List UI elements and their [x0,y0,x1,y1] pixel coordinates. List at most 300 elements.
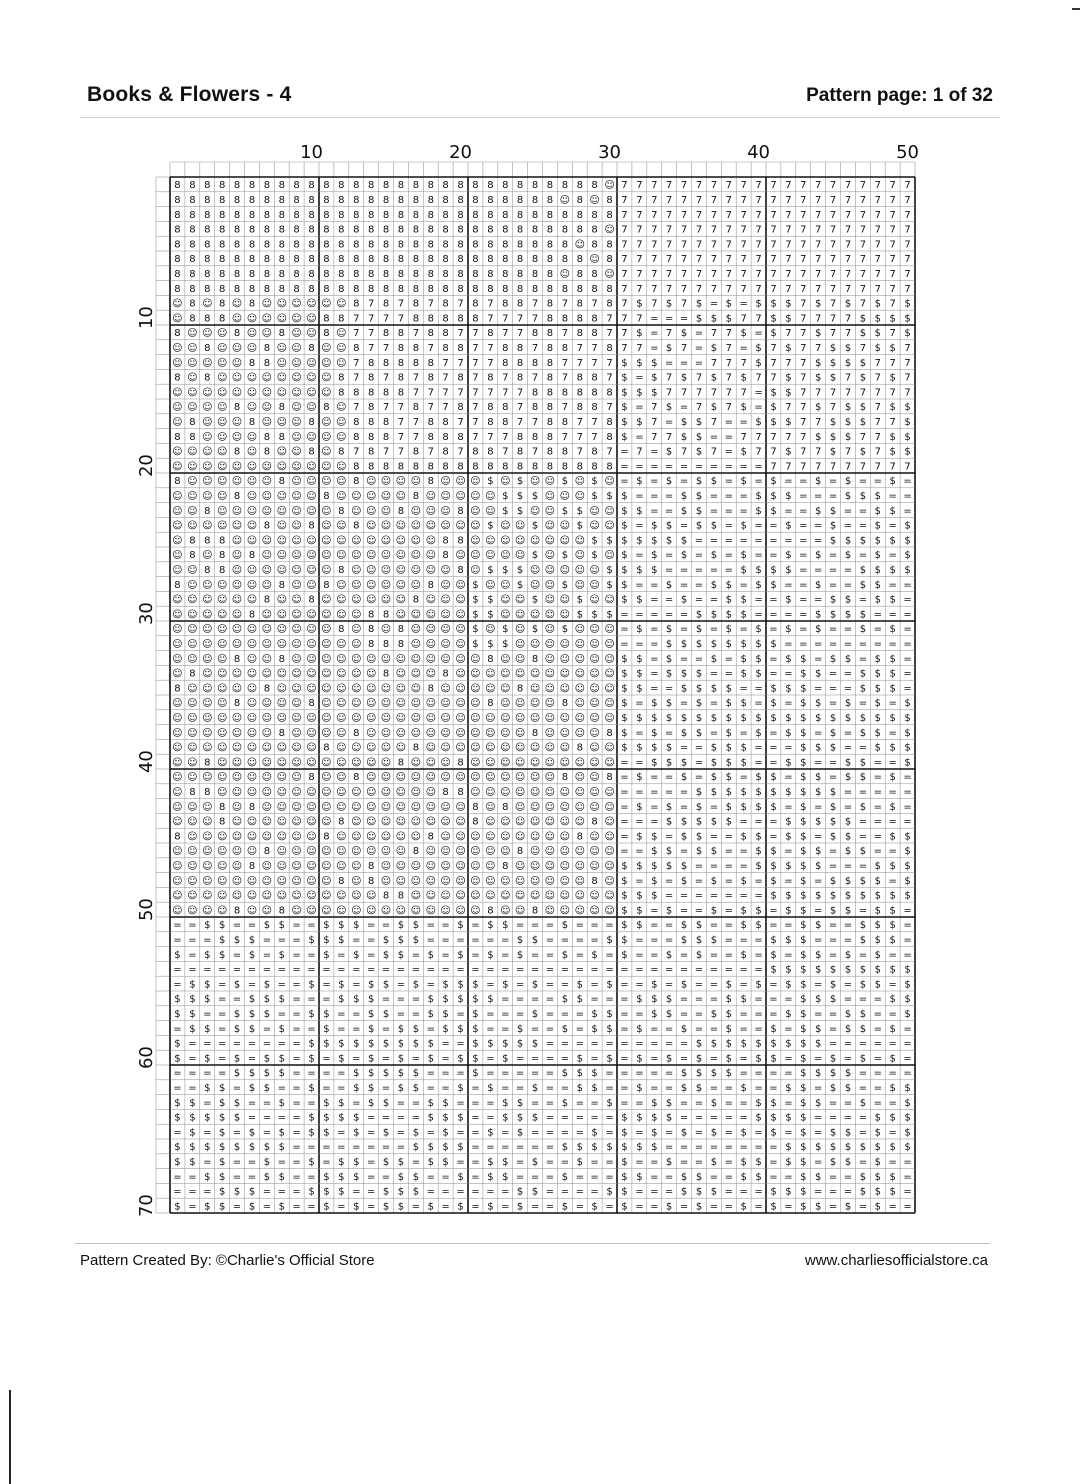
svg-text:$: $ [785,594,792,606]
svg-text:$: $ [457,979,464,991]
svg-text:=: = [203,1009,212,1020]
svg-text:=: = [739,935,748,946]
svg-text:$: $ [531,1083,539,1094]
svg-text:☺: ☺ [485,801,496,813]
svg-text:=: = [173,1127,182,1139]
svg-text:$: $ [889,994,896,1006]
svg-text:☺: ☺ [500,609,511,621]
svg-text:=: = [724,446,733,458]
svg-text:$: $ [233,935,241,946]
svg-text:$: $ [710,757,718,769]
svg-text:☺: ☺ [276,313,288,325]
svg-text:8: 8 [397,890,405,902]
svg-text:☺: ☺ [187,579,198,591]
svg-text:☺: ☺ [395,579,407,591]
svg-text:☺: ☺ [410,831,422,843]
svg-text:7: 7 [904,180,911,192]
svg-text:☺: ☺ [216,683,228,695]
svg-text:8: 8 [442,180,449,192]
svg-text:=: = [367,964,376,976]
svg-text:☺: ☺ [574,668,586,680]
svg-text:8: 8 [368,357,375,369]
svg-text:☺: ☺ [261,668,273,680]
svg-text:$: $ [233,1142,241,1154]
svg-text:7: 7 [859,461,867,473]
svg-text:☺: ☺ [455,801,466,813]
svg-text:=: = [858,742,868,754]
svg-text:$: $ [636,1112,643,1124]
svg-text:☺: ☺ [276,772,288,784]
svg-text:$: $ [770,1023,777,1035]
svg-text:=: = [664,357,674,369]
svg-text:$: $ [695,1186,703,1198]
svg-text:=: = [530,1142,540,1154]
svg-text:☺: ☺ [276,417,288,428]
svg-text:8: 8 [516,683,524,695]
svg-text:7: 7 [874,283,881,295]
svg-text:$: $ [815,964,822,976]
svg-text:☺: ☺ [455,727,466,739]
svg-text:$: $ [740,653,747,665]
svg-text:$: $ [859,446,867,458]
svg-text:=: = [858,861,868,872]
svg-text:$: $ [665,861,673,872]
svg-text:$: $ [442,1023,449,1035]
svg-text:$: $ [412,979,420,991]
svg-text:$: $ [665,653,673,665]
svg-text:$: $ [561,920,569,932]
svg-text:☺: ☺ [529,505,541,517]
svg-text:$: $ [204,949,211,961]
svg-text:7: 7 [829,461,837,473]
svg-text:$: $ [725,639,732,650]
svg-text:7: 7 [815,195,822,206]
svg-text:=: = [307,994,316,1006]
svg-text:☺: ☺ [321,343,332,354]
svg-text:$: $ [278,1023,285,1035]
svg-text:$: $ [874,905,881,917]
svg-text:8: 8 [278,402,285,414]
svg-text:7: 7 [755,195,762,206]
svg-text:=: = [560,1053,570,1065]
svg-text:$: $ [591,1083,598,1094]
svg-text:8: 8 [427,431,434,443]
svg-text:☺: ☺ [216,491,228,502]
svg-text:$: $ [755,772,762,784]
svg-text:=: = [873,1097,882,1109]
svg-text:$: $ [904,713,911,724]
svg-text:☺: ☺ [604,846,615,858]
svg-text:$: $ [219,1083,226,1094]
svg-text:$: $ [740,742,747,754]
svg-text:☺: ☺ [336,343,347,354]
svg-text:8: 8 [531,653,539,665]
svg-text:7: 7 [770,357,777,369]
svg-text:=: = [814,935,823,946]
svg-text:=: = [501,964,510,976]
svg-text:$: $ [755,357,762,369]
svg-text:=: = [411,1009,421,1020]
svg-text:$: $ [442,1009,449,1020]
svg-text:$: $ [427,1053,434,1065]
svg-text:☺: ☺ [202,683,213,695]
svg-text:=: = [650,1157,659,1168]
svg-text:7: 7 [621,239,628,251]
svg-text:$: $ [785,565,792,576]
svg-text:$: $ [815,609,822,621]
svg-text:$: $ [770,935,777,946]
svg-text:$: $ [904,742,911,754]
svg-text:=: = [486,1142,495,1154]
svg-text:=: = [381,1171,391,1183]
svg-text:7: 7 [800,254,807,266]
svg-text:$: $ [651,713,658,724]
svg-text:=: = [218,1023,227,1035]
svg-text:7: 7 [680,269,688,280]
svg-text:$: $ [338,1097,345,1109]
svg-text:☺: ☺ [336,713,347,724]
svg-text:8: 8 [368,254,375,266]
svg-text:$: $ [174,994,181,1006]
svg-text:☺: ☺ [395,609,407,621]
svg-text:8: 8 [397,254,405,266]
svg-text:=: = [307,1201,316,1213]
svg-text:☺: ☺ [574,683,586,695]
svg-text:7: 7 [725,209,732,221]
svg-text:$: $ [502,565,509,576]
svg-text:$: $ [770,1038,777,1050]
svg-text:☺: ☺ [216,505,228,517]
svg-text:=: = [218,1009,227,1020]
svg-text:$: $ [755,1038,762,1050]
svg-text:$: $ [576,609,583,621]
svg-text:☺: ☺ [455,594,466,606]
svg-text:7: 7 [621,328,628,340]
svg-text:$: $ [889,653,896,665]
svg-text:7: 7 [710,387,718,399]
svg-text:$: $ [248,949,256,961]
svg-text:8: 8 [576,313,583,325]
svg-text:$: $ [770,579,777,591]
svg-text:$: $ [621,1186,628,1198]
svg-text:=: = [247,1112,257,1124]
svg-text:$: $ [472,609,479,621]
svg-text:8: 8 [591,328,598,340]
svg-text:7: 7 [412,417,420,428]
svg-text:☺: ☺ [500,476,511,488]
svg-text:$: $ [800,1157,807,1168]
svg-text:=: = [605,1171,614,1183]
svg-text:=: = [575,920,584,932]
svg-text:8: 8 [382,639,390,650]
svg-text:8: 8 [233,283,241,295]
svg-text:$: $ [665,476,673,488]
svg-text:8: 8 [561,209,569,221]
svg-text:$: $ [516,949,524,961]
svg-text:=: = [903,920,912,932]
svg-text:$: $ [457,1201,464,1213]
svg-text:=: = [694,579,704,591]
svg-text:$: $ [621,505,628,517]
svg-text:☺: ☺ [321,372,332,384]
svg-text:8: 8 [278,209,285,221]
svg-text:=: = [754,1142,763,1154]
svg-text:☺: ☺ [202,668,213,680]
svg-text:8: 8 [382,609,390,621]
svg-text:8: 8 [174,372,181,384]
svg-text:=: = [426,1186,435,1198]
svg-text:☺: ☺ [261,861,273,872]
svg-text:$: $ [457,1142,464,1154]
svg-text:$: $ [874,1186,881,1198]
svg-text:☺: ☺ [246,343,258,354]
svg-text:8: 8 [233,905,241,917]
svg-text:$: $ [695,1068,703,1080]
svg-text:8: 8 [412,446,420,458]
svg-text:8: 8 [189,224,196,236]
svg-text:☺: ☺ [395,713,407,724]
svg-text:=: = [471,1127,480,1139]
svg-text:=: = [724,920,733,932]
svg-text:$: $ [695,431,703,443]
svg-text:$: $ [844,816,852,828]
svg-text:☺: ☺ [351,505,362,517]
svg-text:8: 8 [591,446,598,458]
svg-text:☺: ☺ [306,801,317,813]
svg-text:$: $ [680,1068,688,1080]
svg-text:$: $ [636,1142,643,1154]
svg-text:☺: ☺ [231,787,243,798]
svg-text:=: = [739,772,748,784]
svg-text:$: $ [755,1157,762,1168]
svg-text:=: = [724,1112,733,1124]
svg-text:$: $ [710,935,718,946]
svg-text:☺: ☺ [365,905,377,917]
svg-text:☺: ☺ [529,535,541,547]
svg-text:=: = [322,964,331,976]
svg-text:☺: ☺ [470,890,481,902]
svg-text:=: = [724,653,733,665]
svg-text:☺: ☺ [306,550,317,562]
svg-text:7: 7 [353,357,360,369]
svg-text:☺: ☺ [216,579,228,591]
svg-text:7: 7 [457,298,464,310]
svg-text:8: 8 [457,239,464,251]
svg-text:☺: ☺ [351,565,362,576]
svg-text:$: $ [815,698,822,710]
svg-text:7: 7 [665,224,673,236]
svg-text:☺: ☺ [425,801,437,813]
svg-text:☺: ☺ [529,772,541,784]
svg-text:8: 8 [189,195,196,206]
svg-text:7: 7 [800,446,807,458]
svg-text:$: $ [219,1142,226,1154]
svg-text:7: 7 [636,180,643,192]
svg-text:☺: ☺ [172,417,183,428]
svg-text:$: $ [561,1201,569,1213]
svg-text:$: $ [695,920,703,932]
svg-text:8: 8 [219,313,226,325]
svg-text:8: 8 [457,343,464,354]
svg-text:$: $ [695,683,703,695]
svg-text:7: 7 [800,180,807,192]
svg-text:$: $ [755,417,762,428]
svg-text:=: = [873,1038,882,1050]
svg-text:=: = [635,727,644,739]
svg-text:$: $ [710,343,718,354]
svg-text:$: $ [800,772,807,784]
svg-text:8: 8 [397,757,405,769]
svg-text:=: = [903,683,912,695]
svg-text:8: 8 [442,787,449,798]
svg-text:=: = [590,964,599,976]
svg-text:$: $ [725,298,732,310]
svg-text:=: = [754,328,763,340]
svg-text:=: = [828,668,838,680]
svg-text:=: = [322,1157,331,1168]
svg-text:=: = [501,1186,510,1198]
svg-text:$: $ [621,935,628,946]
svg-text:$: $ [889,683,896,695]
svg-text:$: $ [457,1171,464,1183]
svg-text:$: $ [815,890,822,902]
svg-text:=: = [888,1157,897,1168]
svg-text:☺: ☺ [261,742,273,754]
svg-text:8: 8 [263,209,271,221]
svg-text:7: 7 [844,195,852,206]
svg-text:$: $ [740,1157,747,1168]
svg-text:$: $ [874,1127,881,1139]
svg-text:=: = [679,1038,689,1050]
svg-text:7: 7 [695,195,703,206]
svg-text:☺: ☺ [440,713,451,724]
svg-text:=: = [888,1097,897,1109]
svg-text:☺: ☺ [589,846,600,858]
svg-text:8: 8 [293,224,300,236]
svg-text:☺: ☺ [336,639,347,650]
svg-text:$: $ [815,713,822,724]
svg-text:=: = [262,1112,272,1124]
svg-text:$: $ [755,668,762,680]
svg-text:☺: ☺ [336,757,347,769]
svg-text:=: = [530,994,540,1006]
svg-text:8: 8 [174,224,181,236]
svg-text:☺: ☺ [231,609,243,621]
svg-text:8: 8 [487,372,494,384]
svg-text:☺: ☺ [306,609,317,621]
svg-text:=: = [575,1038,584,1050]
svg-text:$: $ [815,787,822,798]
svg-text:☺: ☺ [410,787,422,798]
svg-text:☺: ☺ [306,505,317,517]
svg-text:=: = [784,949,793,961]
svg-text:$: $ [740,905,747,917]
svg-text:7: 7 [695,239,703,251]
svg-text:7: 7 [889,328,896,340]
row-number: 10 [136,306,157,330]
svg-text:7: 7 [665,209,673,221]
svg-text:=: = [575,1097,584,1109]
svg-text:☺: ☺ [380,787,392,798]
svg-text:8: 8 [263,683,271,695]
svg-text:8: 8 [323,579,330,591]
svg-text:7: 7 [457,446,464,458]
svg-text:$: $ [829,417,837,428]
svg-text:7: 7 [412,431,420,443]
svg-text:$: $ [800,1068,807,1080]
svg-text:☺: ☺ [261,639,273,650]
svg-text:$: $ [844,875,852,887]
svg-text:=: = [471,949,480,961]
svg-text:7: 7 [770,343,777,354]
svg-text:7: 7 [502,328,509,340]
svg-text:=: = [694,861,704,872]
svg-text:=: = [784,1127,793,1139]
svg-text:8: 8 [204,787,211,798]
svg-text:☺: ☺ [351,491,362,502]
svg-text:=: = [545,1127,555,1139]
svg-text:$: $ [680,328,688,340]
svg-text:☺: ☺ [231,875,243,887]
svg-text:$: $ [233,1112,241,1124]
svg-text:$: $ [695,713,703,724]
svg-text:$: $ [636,1083,643,1094]
svg-text:$: $ [695,801,703,813]
svg-text:$: $ [174,949,181,961]
svg-text:$: $ [844,402,852,414]
svg-text:=: = [754,964,763,976]
svg-text:☺: ☺ [321,505,332,517]
svg-text:=: = [694,1127,704,1139]
svg-text:$: $ [859,1023,867,1035]
svg-text:=: = [888,1127,897,1139]
svg-text:$: $ [368,979,375,991]
svg-text:=: = [620,787,629,798]
svg-text:7: 7 [397,431,405,443]
svg-text:8: 8 [174,283,181,295]
svg-text:☺: ☺ [216,772,228,784]
svg-text:7: 7 [800,313,807,325]
svg-text:8: 8 [531,357,539,369]
svg-text:☺: ☺ [291,816,302,828]
svg-text:$: $ [680,417,688,428]
svg-text:=: = [724,1097,733,1109]
svg-text:☺: ☺ [485,550,496,562]
svg-text:=: = [530,1023,540,1035]
svg-text:$: $ [621,875,628,887]
svg-text:=: = [694,1023,704,1035]
svg-text:$: $ [457,1112,464,1124]
svg-text:☺: ☺ [336,298,347,310]
svg-text:=: = [664,1023,674,1035]
svg-text:=: = [367,949,376,961]
svg-text:=: = [173,979,182,991]
svg-text:=: = [650,1186,659,1198]
svg-text:8: 8 [368,639,375,650]
svg-text:☺: ☺ [246,727,258,739]
svg-text:$: $ [561,1068,569,1080]
svg-text:☺: ☺ [559,861,571,872]
svg-text:$: $ [695,1038,703,1050]
svg-text:☺: ☺ [276,461,288,473]
svg-text:☺: ☺ [380,875,392,887]
svg-text:☺: ☺ [514,535,526,547]
svg-text:=: = [769,668,778,680]
svg-text:$: $ [368,1097,375,1109]
svg-text:8: 8 [531,269,539,280]
svg-text:$: $ [263,1083,271,1094]
svg-text:8: 8 [606,461,613,473]
